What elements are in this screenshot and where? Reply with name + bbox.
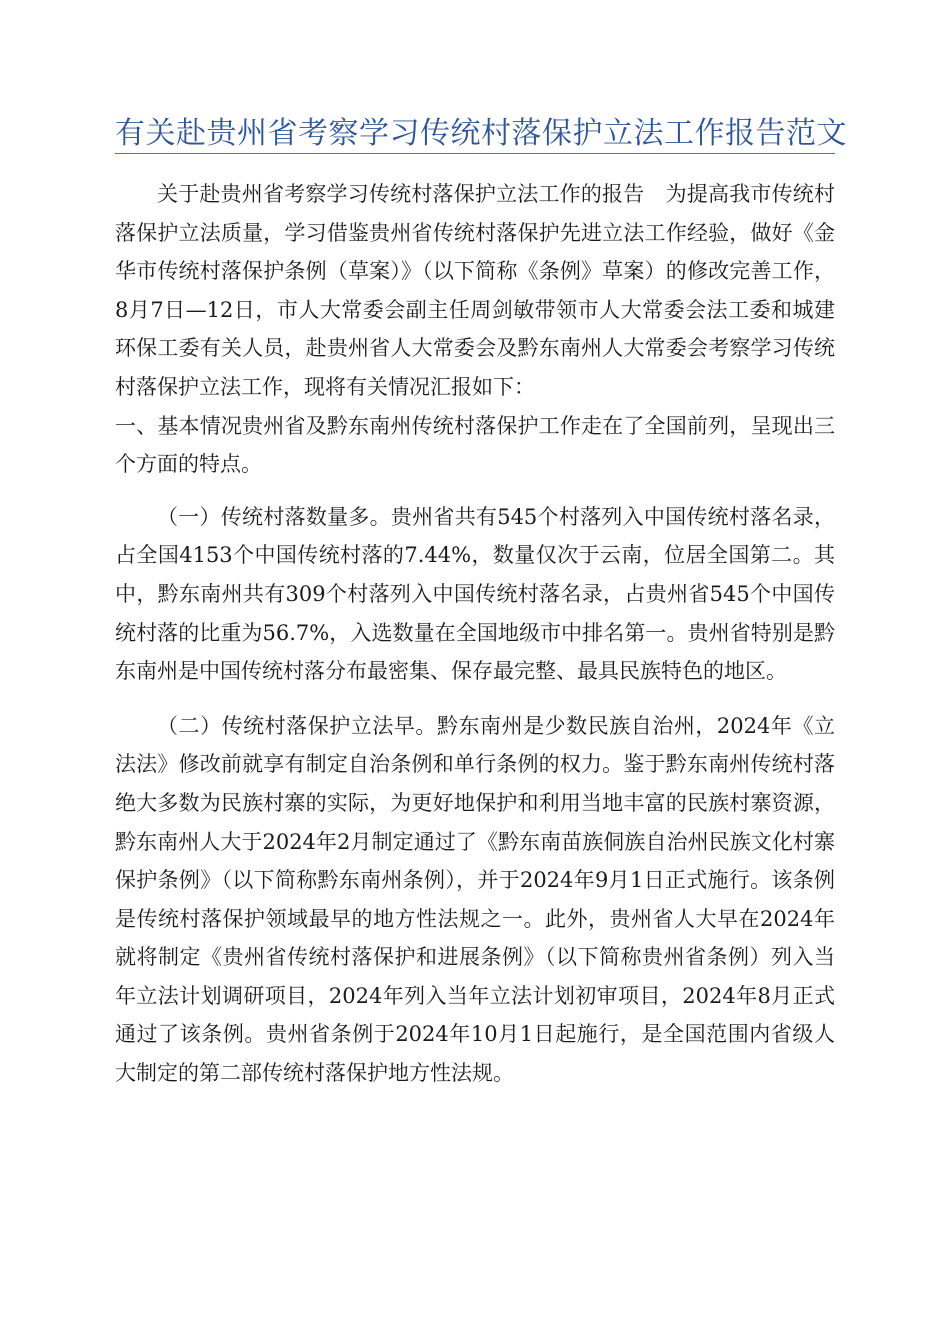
- document-title: 有关赴贵州省考察学习传统村落保护立法工作报告范文: [115, 116, 847, 151]
- paragraph-section-1: 一、基本情况贵州省及黔东南州传统村落保护工作走在了全国前列，呈现出三个方面的特点。: [115, 413, 835, 477]
- paragraph-subsection-1: （一）传统村落数量多。贵州省共有545个村落列入中国传统村落名录，占全国4153个中国传统村落的7.44%，数量仅次于云南，位居全国第二。其中，黔东南州共有309个村落列入中国传统村落名录，占贵州省545个中国传统村落的比重为56.7%，入选数量在全国地级市中排名第一。贵州省特别是黔东南州是中国传统村落分布最密集、保存最完整、最具民族特色的地区。: [115, 504, 835, 684]
- title-underline: [115, 153, 835, 154]
- paragraph-subsection-2: （二）传统村落保护立法早。黔东南州是少数民族自治州，2024年《立法法》修改前就享有制定自治条例和单行条例的权力。鉴于黔东南州传统村落绝大多数为民族村寨的实际，为更好地保护和利用当地丰富的民族村寨资源，黔东南州人大于2024年2月制定通过了《黔东南苗族侗族自治州民族文化村寨保护条例》（以下简称黔东南州条例），并于2024年9月1日正式施行。该条例是传统村落保护领域最早的地方性法规之一。此外，贵州省人大早在2024年就将制定《贵州省传统村落保护和进展条例》（以下简称贵州省条例）列入当年立法计划调研项目，2024年列入当年立法计划初审项目，2024年8月正式通过了该条例。贵州省条例于2024年10月1日起施行，是全国范围内省级人大制定的第二部传统村落保护地方性法规。: [115, 713, 835, 1086]
- document-body: [115, 175, 835, 1093]
- paragraph-intro: 关于赴贵州省考察学习传统村落保护立法工作的报告 为提高我市传统村落保护立法质量，学习借鉴贵州省传统村落保护先进立法工作经验，做好《金华市传统村落保护条例（草案）》（以下简称《条例》草案）的修改完善工作，8月7日—12日，市人大常委会副主任周剑敏带领市人大常委会法工委和城建环保工委有关人员，赴贵州省人大常委会及黔东南州人大常委会考察学习传统村落保护立法工作，现将有关情况汇报如下：: [115, 182, 835, 399]
